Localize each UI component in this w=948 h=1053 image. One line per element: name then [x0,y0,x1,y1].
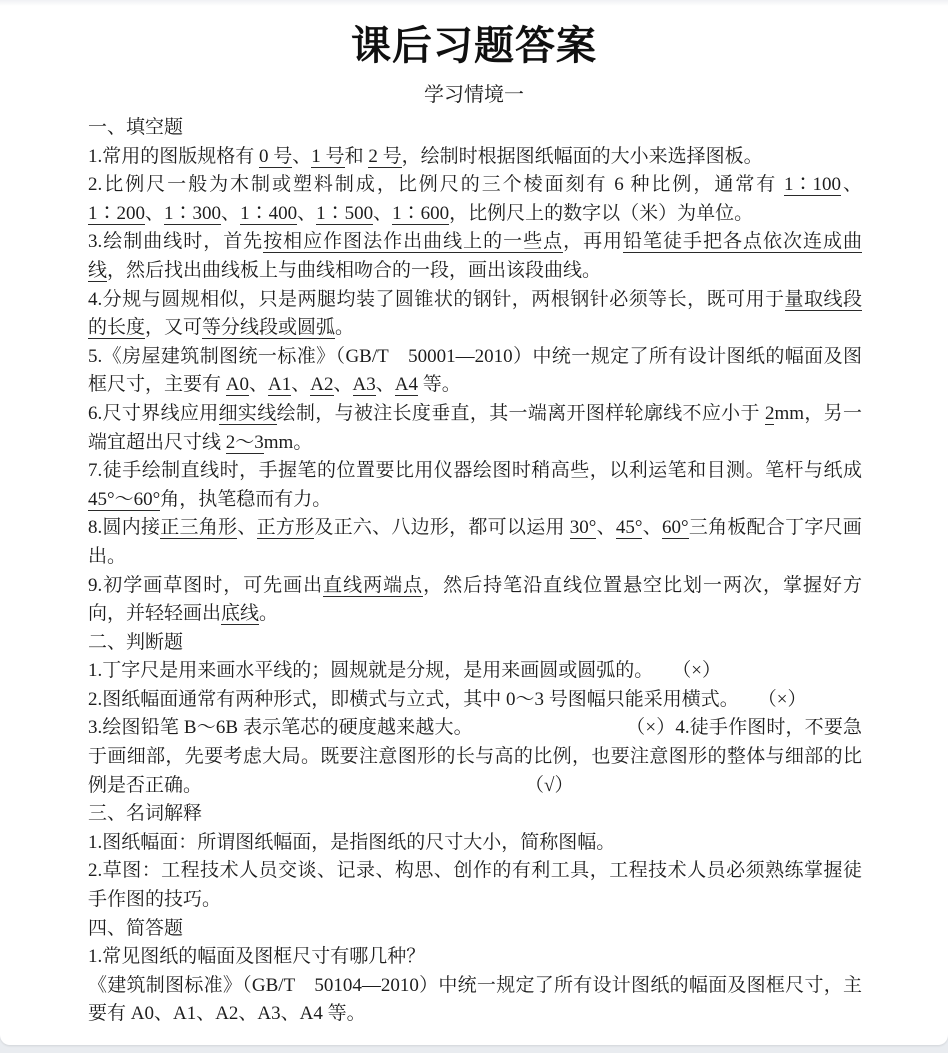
text-segment: 一、填空题 [88,117,184,138]
fill-in-q7 [88,457,862,514]
text-segment: mm，另一端宜超出尺寸线 [88,402,862,453]
text-segment: 三角板配合丁字尺画出。 [88,517,862,567]
text-segment: ，比例尺上的数字以（米）为单位。 [449,202,754,224]
text-segment: 、 [221,202,241,224]
text-segment: 、 [642,517,662,539]
text-segment: 2.草图：工程技术人员交谈、记录、构思、创作的有利工具，工程技术人员必须熟练掌握徒手作图的技巧。 [88,860,862,911]
underlined-answer-segment: 正方形 [256,517,315,539]
text-segment: 、 [373,202,393,224]
underlined-answer-segment: 45° [615,517,643,539]
judge-q2 [88,686,862,715]
text-segment: ，再用 [563,231,624,253]
underlined-answer-segment: 0 号 [259,145,293,167]
text-segment: 、 [145,202,165,224]
underlined-answer-segment: 1∶100 [783,174,841,196]
short-answer-q1-answer [88,972,862,1029]
text-segment: 、 [249,374,269,396]
answer-mark-right: （√） [534,774,574,796]
answer-gap [193,775,535,796]
fill-in-q6 [88,400,862,457]
text-segment: 9.初学画草图时，可先画出 [88,574,324,596]
text-segment: 《建筑制图标准》（GB/T 50104—2010）中统一规定了所有设计图纸的幅面及图框尺寸，主要有 A0、A1、A2、A3、A4 等。 [88,974,862,1025]
text-segment: 、 [596,517,616,539]
text-segment: 及正六、八边形，都可以运用 [314,517,570,539]
underlined-answer-segment: 1∶500 [316,202,374,224]
underlined-answer-segment: 1∶400 [240,202,298,224]
text-segment: 1.丁字尺是用来画水平线的；圆规就是分规，是用来画圆或圆弧的。 [88,660,644,682]
text-segment: ，然后持笔沿直线位置悬空比划一两次，掌握好方向，并轻轻画出 [88,574,862,625]
underlined-answer-segment: 2～3 [225,431,264,453]
document-subtitle: 学习情境一 [424,84,524,106]
text-segment: 。 [259,603,279,625]
text-segment: ，然后找出曲线板上与曲线相吻合的一段，画出该段曲线。 [107,259,602,281]
underlined-answer-segment: 底线 [221,603,260,625]
text-segment: 三、名词解释 [88,803,203,825]
text-segment: 等。 [418,374,461,396]
underlined-answer-segment: A1 [268,374,292,396]
underlined-answer-segment: A3 [352,374,376,396]
underlined-answer-segment: 60° [661,517,689,539]
text-segment: 1.常见图纸的幅面及图框尺寸有哪几种？ [88,946,426,968]
text-segment: 、 [297,202,317,224]
fill-in-q8 [88,514,862,571]
text-segment: 2.比例尺一般为木制或塑料制成，比例尺的三个棱面刻有 6 种比例，通常有 [88,174,784,196]
answer-mark-wrong: （×） [635,717,676,739]
document-title: 课后习题答案 [351,23,597,68]
text-segment: 8.圆内接 [88,517,161,539]
text-segment: 角，执笔稳而有力。 [160,488,332,510]
terms-q1 [88,829,862,858]
underlined-answer-segment: A0 [225,374,249,396]
answer-mark-wrong: （×） [767,688,807,710]
text-segment: 2.图纸幅面通常有两种形式，即横式与立式，其中 0～3 号图幅只能采用横式。 [88,688,730,710]
text-segment: 绘制，与被注长度垂直，其一端离开图样轮廓线不应小于 [276,402,765,424]
underlined-answer-segment: 正三角形 [160,517,238,539]
text-segment: 、 [375,374,395,396]
underlined-answer-segment: 30° [569,517,597,539]
underlined-answer-segment: 直线两端点 [323,574,424,596]
text-segment: 、 [237,517,257,539]
text-segment: 3.绘制曲线时，首先 [88,231,264,253]
text-segment: 、 [333,374,353,396]
text-segment: 。 [335,317,355,339]
section-heading-short-answer [88,915,862,944]
underlined-answer-segment: 等分线段或圆弧 [202,317,336,339]
underlined-answer-segment: A4 [394,374,418,396]
text-segment: 二、判断题 [88,631,184,653]
underlined-answer-segment: 2 号 [368,145,402,167]
text-segment: 7.徒手绘制直线时，手握笔的位置要比用仪器绘图时稍高些，以利运笔和目测。笔杆与纸成 [88,460,862,482]
fill-in-q2 [88,171,862,228]
page-top-edge [0,0,948,6]
answer-gap [729,689,767,710]
answer-gap [463,717,635,738]
text-segment: 、 [291,374,311,396]
answer-mark-wrong: （×） [681,660,721,682]
short-answer-q1 [88,943,862,972]
underlined-answer-segment: 1∶600 [392,202,450,224]
fill-in-q3 [88,228,862,285]
text-segment: 3.绘图铅笔 B～6B 表示笔芯的硬度越来越大。 [88,717,464,739]
underlined-answer-segment: 铅笔徒手把各点依次连成曲线 [88,231,862,281]
judge-q3-q4 [88,714,862,800]
section-heading-fill-in-blanks [88,114,862,143]
judge-q1 [88,657,862,686]
underlined-answer-segment: 1∶300 [164,202,222,224]
fill-in-q1 [88,143,862,172]
underlined-answer-segment: 1 号 [311,145,345,167]
text-segment: 1.图纸幅面：所谓图纸幅面，是指图纸的尺寸大小，简称图幅。 [88,831,616,853]
fill-in-q9 [88,572,862,629]
text-segment: 4.分规与圆规相似，只是两腿均装了圆锥状的钢针，两根钢针必须等长，既可用于 [88,288,785,310]
text-segment: mm。 [263,431,313,453]
text-segment: ，绘制时根据图纸幅面的大小来选择图板。 [401,145,763,167]
text-segment: 1.常用的图版规格有 [88,145,260,167]
section-heading-terms [88,800,862,829]
text-segment: 、 [292,145,312,167]
text-segment: ，又可 [145,317,203,339]
text-segment: 6.尺寸界线应用 [88,402,219,424]
underlined-answer-segment: 量取线段的长度 [88,288,862,339]
section-heading-true-false [88,629,862,658]
underlined-answer-segment: 45°～60° [88,488,161,510]
answer-gap [644,660,682,681]
underlined-answer-segment: 2 [764,402,775,424]
document-body [88,114,862,1029]
text-segment: 5.《房屋建筑制图统一标准》（GB/T 50001—2010）中统一规定了所有设计图纸的幅面及图框尺寸，主要有 [88,345,862,396]
text-segment: 四、简答题 [88,917,184,939]
underlined-answer-segment: A2 [310,374,334,396]
underlined-answer-segment: 细实线 [218,402,277,424]
fill-in-q5 [88,343,862,400]
text-segment: 和 [344,145,369,167]
underlined-answer-segment: 按相应作图法作出曲线上的一些点 [263,231,564,253]
terms-q2 [88,857,862,914]
fill-in-q4 [88,286,862,343]
text-segment: 4.徒手作图时，不要急于画细部，先要考虑大局。既要注意图形的长与高的比例，也要注意图形的整体与细部的比例是否正确。 [88,717,862,796]
text-segment: 、 [841,174,862,196]
underlined-answer-segment: 1∶200 [88,202,146,224]
